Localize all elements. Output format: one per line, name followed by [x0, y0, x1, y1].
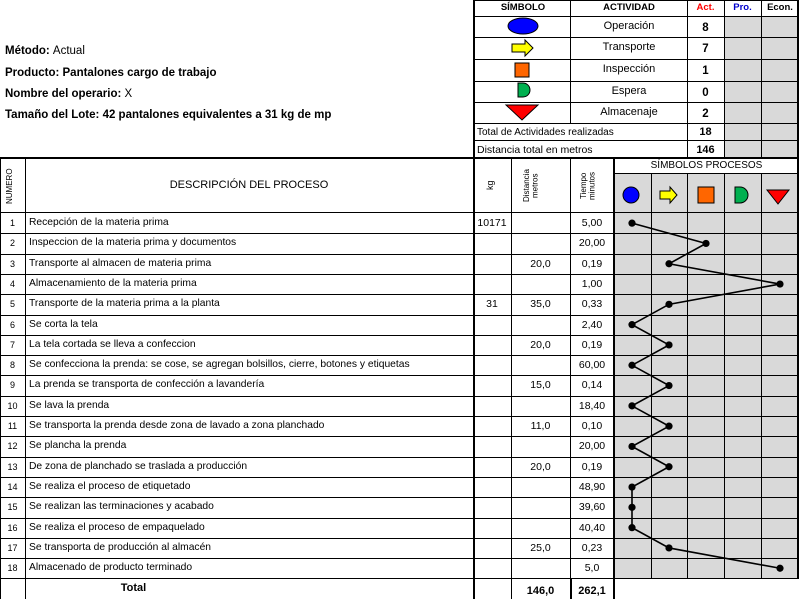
flow-point	[628, 220, 635, 227]
flow-point	[665, 382, 672, 389]
flow-point	[628, 402, 635, 409]
flow-point	[628, 321, 635, 328]
grid-line	[0, 457, 799, 458]
inspection-icon	[698, 187, 714, 203]
flow-point	[628, 504, 635, 511]
grid-line	[570, 157, 571, 599]
grid-line	[0, 233, 799, 234]
grid-line	[571, 579, 572, 599]
header-distancia: Distancia metros	[522, 169, 540, 203]
summary-activity-inspection: Inspección	[602, 63, 656, 75]
grid-line	[511, 579, 512, 599]
summary-count-inspection: 1	[702, 65, 709, 77]
grid-line	[0, 157, 799, 159]
grid-line	[0, 497, 799, 498]
row-number: 1	[9, 218, 15, 228]
delay-icon	[518, 83, 530, 97]
producto-label: Producto:	[5, 67, 60, 79]
row-description: Inspeccion de la materia prima y documentos	[29, 237, 237, 249]
flow-point	[665, 544, 672, 551]
grid-line	[0, 315, 799, 316]
row-distance: 35,0	[530, 298, 551, 311]
row-description: La tela cortada se lleva a confeccion	[29, 338, 196, 350]
summary-distance-value: 146	[696, 144, 715, 156]
grid-line	[473, 140, 799, 141]
row-number: 13	[7, 461, 18, 472]
row-time: 0,23	[581, 541, 603, 554]
row-number: 10	[7, 400, 18, 411]
grid-line	[724, 0, 725, 158]
flow-point	[628, 362, 635, 369]
grid-line	[0, 396, 799, 397]
transport-icon	[660, 187, 677, 203]
row-number: 12	[7, 441, 18, 452]
grid-line	[0, 436, 799, 437]
row-number: 14	[7, 481, 18, 492]
flow-point	[776, 280, 783, 287]
row-description: Se transporta la prenda desde zona de lavado a zona planchado	[29, 420, 325, 431]
flow-point	[665, 423, 672, 430]
row-number: 16	[7, 522, 18, 533]
operario-line	[5, 89, 132, 101]
row-distance: 20,0	[530, 257, 551, 270]
producto-value: Pantalones cargo de trabajo	[62, 67, 217, 79]
row-number: 4	[9, 278, 15, 289]
row-description: Se plancha la prenda	[29, 440, 127, 452]
row-time: 0,14	[581, 379, 603, 392]
grid-line	[0, 294, 799, 295]
row-time: 18,40	[578, 399, 606, 412]
summary-header-actividad: ACTIVIDAD	[603, 2, 655, 13]
grid-line	[473, 0, 799, 1]
grid-line	[687, 0, 688, 158]
grid-line	[473, 16, 799, 17]
row-description: Recepción de la materia prima	[29, 217, 169, 228]
row-number: 8	[9, 360, 15, 371]
row-time: 0,19	[581, 460, 603, 473]
row-time: 60,00	[578, 359, 606, 372]
row-description: Almacenado de producto terminado	[29, 562, 193, 574]
row-time: 5,0	[584, 562, 600, 575]
row-description: Se transporta de producción al almacén	[29, 541, 212, 553]
storage-icon	[767, 190, 789, 204]
row-number: 3	[9, 258, 15, 269]
row-description: Se confecciona la prenda: se cose, se agregan bolsillos, cierre, botones y etiquetas	[29, 359, 410, 371]
operation-icon	[508, 18, 538, 34]
row-distance: 25,0	[530, 541, 551, 554]
row-distance: 11,0	[530, 420, 551, 432]
summary-header-pro: Pro.	[733, 2, 752, 13]
grid-line	[473, 37, 799, 38]
transport-icon	[512, 40, 533, 56]
header-descripcion: DESCRIPCIÓN DEL PROCESO	[169, 179, 329, 191]
grid-line	[0, 355, 799, 356]
row-number: 17	[7, 542, 18, 553]
grid-line	[511, 157, 512, 599]
flow-point	[628, 524, 635, 531]
row-description: Transporte de la materia prima a la planta	[29, 298, 220, 310]
grid-line	[0, 538, 799, 539]
row-description: Se realiza el proceso de etiquetado	[29, 480, 191, 492]
grid-line	[614, 173, 799, 174]
summary-activity-transport: Transporte	[602, 41, 656, 53]
row-number: 2	[9, 238, 15, 249]
summary-header-simbolo: SÍMBOLO	[500, 2, 546, 13]
row-kg: 31	[486, 298, 498, 311]
grid-line	[0, 416, 799, 417]
row-number: 7	[9, 339, 15, 350]
summary-activity-delay: Espera	[611, 84, 647, 97]
row-time: 40,40	[578, 521, 606, 534]
row-distance: 20,0	[530, 460, 551, 473]
summary-activity-operation: Operación	[603, 19, 655, 32]
row-distance: 20,0	[530, 338, 551, 351]
grid-line	[0, 578, 799, 579]
row-description: Transporte al almacen de materia prima	[29, 257, 212, 269]
symbols-header-icons	[614, 174, 799, 213]
flow-point	[628, 483, 635, 490]
row-number: 6	[9, 319, 15, 330]
grid-line	[473, 0, 475, 158]
grid-line	[613, 157, 615, 599]
flow-point	[665, 341, 672, 348]
row-description: Se realizan las terminaciones y acabado	[29, 501, 214, 513]
row-time: 5,00	[581, 217, 603, 229]
producto-line	[5, 68, 217, 80]
row-time: 48,90	[578, 480, 606, 493]
summary-count-operation: 8	[702, 21, 709, 34]
metodo-value: Actual	[52, 45, 85, 57]
row-description: Se corta la tela	[29, 318, 98, 330]
row-time: 0,19	[581, 257, 603, 270]
row-time: 2,40	[581, 318, 603, 331]
total-time: 262,1	[578, 585, 606, 597]
grid-line	[613, 579, 615, 599]
row-time: 1,00	[581, 277, 603, 290]
row-distance: 15,0	[530, 379, 551, 392]
grid-line	[473, 81, 799, 82]
grid-line	[0, 212, 799, 213]
flow-point	[665, 301, 672, 308]
row-description: La prenda se transporta de confección a lavandería	[29, 379, 265, 391]
storage-icon	[506, 105, 538, 120]
grid-line	[473, 102, 799, 103]
row-description: Se lava la prenda	[29, 399, 110, 411]
delay-icon	[735, 187, 748, 203]
lote-line	[5, 110, 331, 122]
lote-label: Tamaño del Lote:	[5, 109, 100, 121]
summary-total-label: Total de Actividades realizadas	[477, 127, 614, 138]
row-time: 0,10	[581, 420, 603, 432]
grid-line	[0, 157, 1, 599]
row-number: 5	[9, 299, 15, 310]
summary-total-value: 18	[699, 126, 712, 138]
row-number: 9	[9, 380, 15, 391]
summary-header-econ: Econ.	[767, 2, 793, 13]
summary-symbols	[475, 16, 571, 124]
flow-point	[776, 565, 783, 572]
summary-count-transport: 7	[702, 43, 709, 55]
operario-label: Nombre del operario:	[5, 88, 122, 100]
summary-count-storage: 2	[702, 107, 709, 120]
grid-line	[473, 123, 799, 124]
header-kg: kg	[485, 180, 495, 191]
row-kg: 10171	[477, 217, 507, 229]
total-distance: 146,0	[526, 585, 555, 597]
inspection-icon	[515, 63, 529, 77]
row-number: 11	[7, 421, 18, 431]
grid-line	[0, 274, 799, 275]
grid-line	[0, 375, 799, 376]
metodo-line	[5, 46, 85, 58]
operario-value: X	[124, 88, 133, 100]
header-tiempo: Tiempo minutos	[579, 172, 597, 201]
summary-activity-storage: Almacenaje	[600, 105, 658, 118]
row-time: 20,00	[578, 237, 606, 250]
row-description: Almacenamiento de la materia prima	[29, 277, 197, 289]
row-time: 0,33	[581, 298, 603, 311]
grid-line	[0, 254, 799, 255]
grid-line	[570, 0, 571, 124]
row-time: 39,60	[578, 501, 606, 514]
flow-point	[665, 260, 672, 267]
flow-point	[665, 463, 672, 470]
row-time: 0,19	[581, 338, 603, 351]
grid-line	[761, 0, 762, 158]
grid-line	[0, 335, 799, 336]
summary-header-act: Act.	[696, 2, 715, 13]
grid-line	[25, 157, 26, 599]
total-label: Total	[120, 582, 147, 594]
grid-line	[0, 518, 799, 519]
grid-line	[473, 59, 799, 60]
flow-point	[702, 240, 709, 247]
header-numero: NUMERO	[5, 168, 14, 204]
row-number: 18	[7, 563, 18, 574]
row-description: Se realiza el proceso de empaquelado	[29, 521, 205, 533]
row-time: 20,00	[578, 440, 606, 453]
summary-distance-label: Distancia total en metros	[477, 144, 593, 156]
header-simbolos: SÍMBOLOS PROCESOS	[650, 160, 763, 171]
lote-value: 42 pantalones equivalentes a 31 kg de mp	[102, 109, 332, 121]
summary-count-delay: 0	[702, 86, 709, 99]
row-number: 15	[7, 502, 18, 513]
row-description: De zona de planchado se traslada a producción	[29, 460, 248, 472]
metodo-label: Método:	[5, 45, 50, 57]
grid-line	[0, 477, 799, 478]
operation-icon	[623, 187, 639, 203]
flow-point	[628, 443, 635, 450]
grid-line	[473, 157, 475, 599]
grid-line	[0, 558, 799, 559]
